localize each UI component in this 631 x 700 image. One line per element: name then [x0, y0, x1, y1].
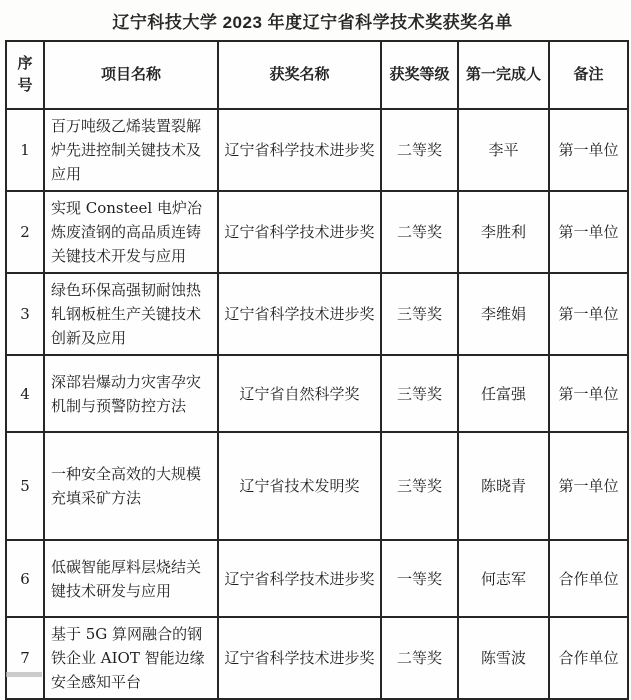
award-name-cell: 辽宁省科学技术进步奖 [218, 617, 381, 699]
first-completer-cell: 李胜利 [458, 191, 549, 273]
scan-artifact [6, 672, 42, 677]
table-row [6, 273, 628, 355]
header-remark: 备注 [549, 41, 628, 109]
table-row [6, 191, 628, 273]
project-name-cell: 实现 Consteel 电炉冶炼废渣钢的高品质连铸关键技术开发与应用 [44, 191, 218, 273]
table-row [6, 432, 628, 540]
remark-cell: 第一单位 [549, 273, 628, 355]
remark-cell: 第一单位 [549, 355, 628, 432]
award-grade-cell: 三等奖 [381, 355, 458, 432]
remark-cell: 第一单位 [549, 109, 628, 191]
award-name-cell: 辽宁省科学技术进步奖 [218, 191, 381, 273]
serial-number-cell: 7 [6, 617, 44, 699]
serial-number-cell: 2 [6, 191, 44, 273]
table-header-row [6, 41, 628, 109]
remark-cell: 合作单位 [549, 617, 628, 699]
award-grade-cell: 二等奖 [381, 109, 458, 191]
first-completer-cell: 任富强 [458, 355, 549, 432]
header-project-name: 项目名称 [44, 41, 218, 109]
project-name-cell: 一种安全高效的大规模充填采矿方法 [44, 432, 218, 540]
serial-number-cell: 6 [6, 540, 44, 617]
project-name-cell: 基于 5G 算网融合的钢铁企业 AIOT 智能边缘安全感知平台 [44, 617, 218, 699]
header-award-name: 获奖名称 [218, 41, 381, 109]
remark-cell: 第一单位 [549, 432, 628, 540]
award-name-cell: 辽宁省自然科学奖 [218, 355, 381, 432]
serial-number-cell: 3 [6, 273, 44, 355]
award-grade-cell: 二等奖 [381, 191, 458, 273]
award-name-cell: 辽宁省科学技术进步奖 [218, 273, 381, 355]
page-title: 辽宁科技大学 2023 年度辽宁省科学技术奖获奖名单 [112, 13, 513, 32]
remark-cell: 第一单位 [549, 191, 628, 273]
first-completer-cell: 李平 [458, 109, 549, 191]
table-body [6, 109, 628, 699]
serial-number-cell: 5 [6, 432, 44, 540]
first-completer-cell: 何志军 [458, 540, 549, 617]
table-row [6, 109, 628, 191]
header-first-completer: 第一完成人 [458, 41, 549, 109]
header-award-grade: 获奖等级 [381, 41, 458, 109]
first-completer-cell: 陈雪波 [458, 617, 549, 699]
table-row [6, 540, 628, 617]
project-name-cell: 深部岩爆动力灾害孕灾机制与预警防控方法 [44, 355, 218, 432]
project-name-cell: 低碳智能厚料层烧结关键技术研发与应用 [44, 540, 218, 617]
first-completer-cell: 李维娟 [458, 273, 549, 355]
project-name-cell: 绿色环保高强韧耐蚀热轧钢板桩生产关键技术创新及应用 [44, 273, 218, 355]
table-row [6, 355, 628, 432]
award-grade-cell: 三等奖 [381, 273, 458, 355]
serial-number-cell: 4 [6, 355, 44, 432]
award-grade-cell: 三等奖 [381, 432, 458, 540]
project-name-cell: 百万吨级乙烯装置裂解炉先进控制关键技术及应用 [44, 109, 218, 191]
remark-cell: 合作单位 [549, 540, 628, 617]
award-name-cell: 辽宁省技术发明奖 [218, 432, 381, 540]
award-grade-cell: 一等奖 [381, 540, 458, 617]
first-completer-cell: 陈晓青 [458, 432, 549, 540]
award-name-cell: 辽宁省科学技术进步奖 [218, 109, 381, 191]
award-grade-cell: 二等奖 [381, 617, 458, 699]
award-table [5, 40, 629, 700]
table-row [6, 617, 628, 699]
serial-number-cell: 1 [6, 109, 44, 191]
award-name-cell: 辽宁省科学技术进步奖 [218, 540, 381, 617]
header-serial-number: 序号 [6, 41, 44, 109]
